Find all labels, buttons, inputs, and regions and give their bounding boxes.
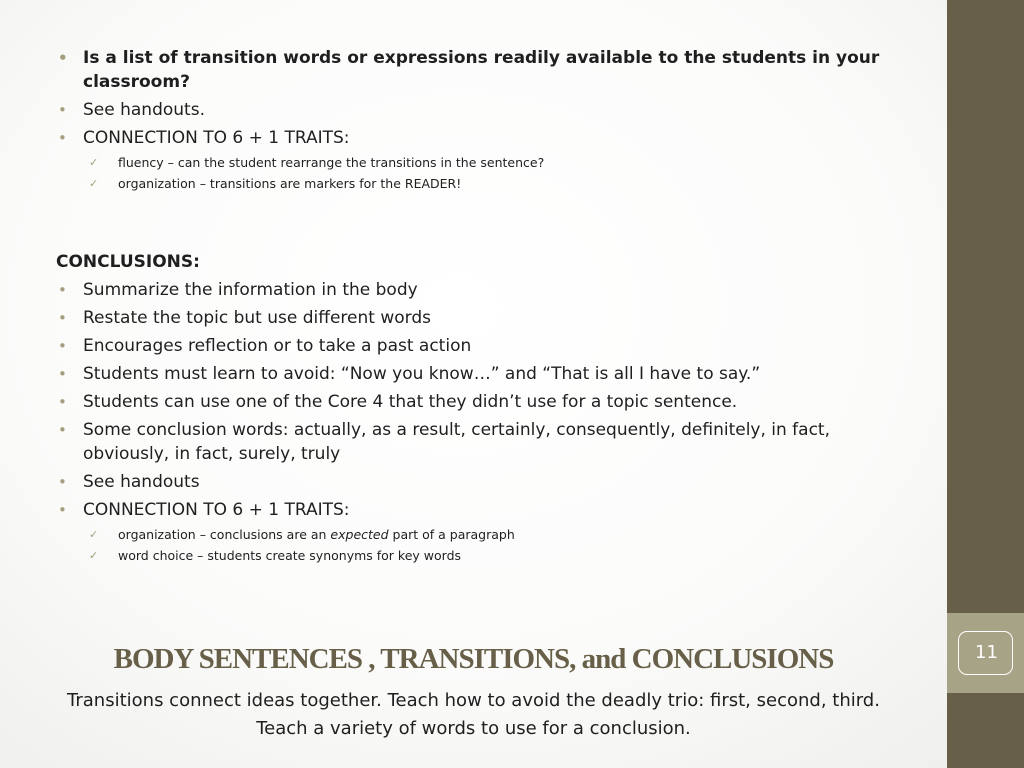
list-item [56,390,916,414]
slide-number-frame [958,631,1013,675]
sub-bullet-text: fluency – can the student rearrange the transitions in the sentence? [118,155,545,170]
slide-subtitle [0,687,947,743]
list-item [56,126,916,150]
checkmark-icon: ✓ [89,177,99,190]
bullet-dot-icon: • [58,365,67,383]
bullet-text: Encourages reflection or to take a past action [83,336,472,356]
sub-bullet-text-end: part of a paragraph [388,527,515,542]
bullet-text: Is a list of transition words or expressions readily available to the students in your classroom? [83,48,880,92]
bullet-text: CONNECTION TO 6 + 1 TRAITS: [83,128,350,148]
sub-bullet-text: organization – conclusions are an [118,527,331,542]
slide-content [56,46,916,568]
sub-list-item [56,547,916,565]
checkmark-icon: ✓ [89,156,99,169]
bullet-dot-icon: • [58,501,67,519]
bullet-text: Students can use one of the Core 4 that they didn’t use for a topic sentence. [83,392,738,412]
bullet-text: See handouts. [83,100,205,120]
sub-list-item [56,154,916,172]
sub-bullet-text: organization – transitions are markers for the READER! [118,176,462,191]
bullet-dot-icon: • [58,101,67,119]
list-item [56,362,916,386]
bullet-text: CONNECTION TO 6 + 1 TRAITS: [83,500,350,520]
list-item [56,278,916,302]
sub-bullet-text: word choice – students create synonyms for key words [118,548,462,563]
bullet-dot-icon: • [58,281,67,299]
list-item [56,306,916,330]
checkmark-icon: ✓ [89,528,99,541]
list-item [56,498,916,522]
conclusions-heading: CONCLUSIONS: [56,252,200,272]
list-item [56,334,916,358]
bullet-dot-icon: • [58,309,67,327]
list-item [56,98,916,122]
checkmark-icon: ✓ [89,549,99,562]
sub-list-item [56,526,916,544]
list-item [56,418,916,466]
slide-number: 11 [975,642,998,663]
slide-title: BODY SENTENCES , TRANSITIONS, and CONCLUSIONS [113,643,834,675]
bullet-text: Summarize the information in the body [83,280,418,300]
bullet-text: Students must learn to avoid: “Now you know…” and “That is all I have to say.” [83,364,761,384]
list-item [56,46,916,94]
bullet-dot-icon: • [58,421,67,439]
subtitle-line: Teach a variety of words to use for a conclusion. [256,718,691,739]
subtitle-line: Transitions connect ideas together. Teach how to avoid the deadly trio: first, second, third. [67,690,880,711]
bullet-dot-icon: • [58,49,68,67]
bullet-text: Some conclusion words: actually, as a result, certainly, consequently, definitely, in fact, obviously, in fact, surely, truly [83,420,831,464]
bullet-dot-icon: • [58,393,67,411]
list-item [56,470,916,494]
sub-list-item [56,175,916,193]
bullet-dot-icon: • [58,473,67,491]
bullet-dot-icon: • [58,129,67,147]
bullet-text: See handouts [83,472,200,492]
bullet-dot-icon: • [58,337,67,355]
sub-bullet-emphasis: expected [330,527,389,542]
slide-number-box [947,613,1024,693]
bullet-text: Restate the topic but use different words [83,308,431,328]
